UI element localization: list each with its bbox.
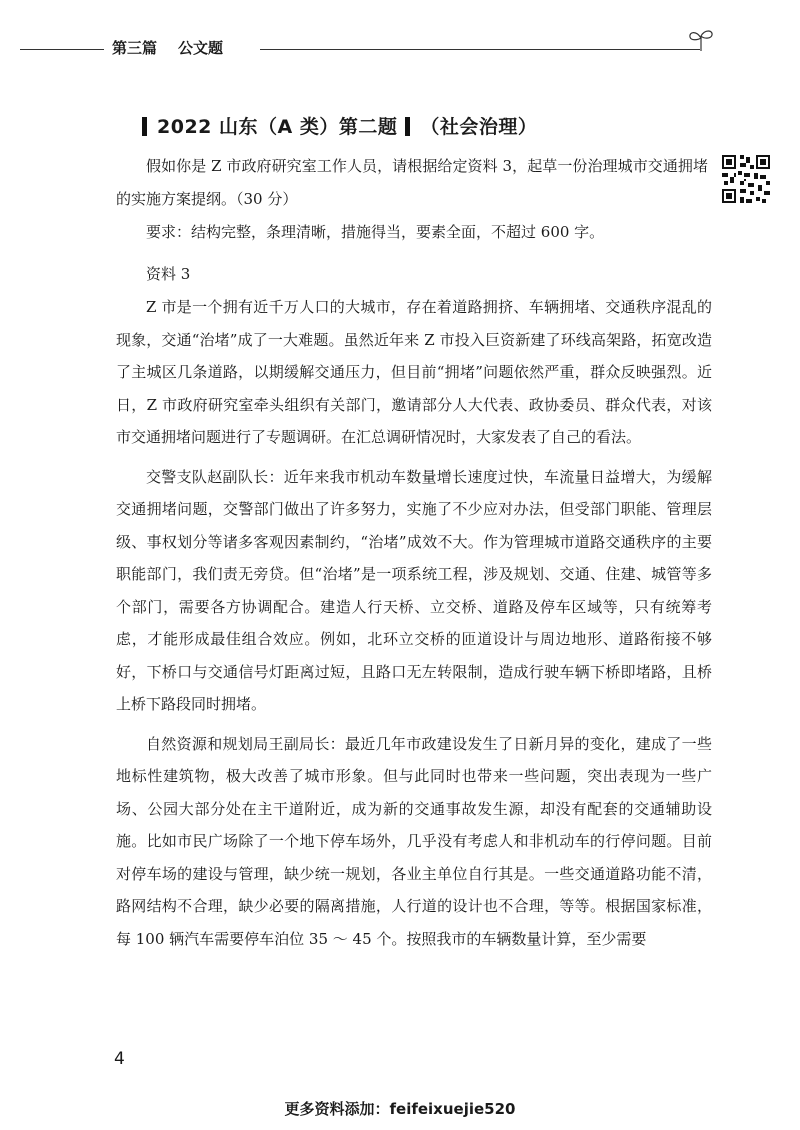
header-topic: 公文题 xyxy=(178,39,224,57)
header-rule-right xyxy=(260,49,700,50)
running-header xyxy=(20,36,710,58)
title-tag: （社会治理） xyxy=(420,116,538,138)
title-bar-right xyxy=(405,117,410,136)
header-part: 第三篇 xyxy=(112,39,158,57)
question-text: 假如你是 Z 市政府研究室工作人员，请根据给定资料 3，起草一份治理城市交通拥堵的实施方案提纲。（30 分） xyxy=(116,157,708,208)
sprout-icon xyxy=(686,26,716,52)
title-bar-left xyxy=(142,117,147,136)
paragraph: Z 市是一个拥有近千万人口的大城市，存在着道路拥挤、车辆拥堵、交通秩序混乱的现象，交通“治堵”成了一大难题。虽然近年来 Z 市投入巨资新建了环线高架路，拓宽改造了主城区几条道路，以期缓解交通压力，但目前“拥堵”问题依然严重，群众反映强烈。近日，Z 市政府研究室牵头组织有关部门，邀请部分人大代表、政协委员、群众代表，对该市交通拥堵问题进行了专题调研。在汇总调研情况时，大家发表了自己的看法。 xyxy=(116,298,712,446)
material-label xyxy=(116,258,712,291)
question-prompt xyxy=(116,150,708,215)
header-rule-left xyxy=(20,49,104,50)
paragraph: 自然资源和规划局王副局长：最近几年市政建设发生了日新月异的变化，建成了一些地标性建筑物，极大改善了城市形象。但与此同时也带来一些问题，突出表现为一些广场、公园大部分处在主干道附近，成为新的交通事故发生源，却没有配套的交通辅助设施。比如市民广场除了一个地下停车场外，几乎没有考虑人和非机动车的行停问题。目前对停车场的建设与管理，缺少统一规划，各业主单位自行其是。一些交通道路功能不清，路网结构不合理，缺少必要的隔离措施，人行道的设计也不合理，等等。根据国家标准，每 100 辆汽车需要停车泊位 35 ～ 45 个。按照我市的车辆数量计算，至少需要 xyxy=(116,734,712,948)
requirement-text: 要求：结构完整，条理清晰，措施得当，要素全面，不超过 600 字。 xyxy=(146,223,605,241)
requirement xyxy=(116,216,712,249)
material-label-text: 资料 3 xyxy=(146,265,191,283)
footer-note: 更多资料添加：feifeixuejie520 xyxy=(284,1100,516,1118)
material-body xyxy=(116,291,712,962)
question-title xyxy=(142,112,537,139)
qr-code-icon[interactable] xyxy=(720,153,772,205)
paragraph: 交警支队赵副队长：近年来我市机动车数量增长速度过快，车流量日益增大，为缓解交通拥堵问题，交警部门做出了许多努力，实施了不少应对办法，但受部门职能、管理层级、事权划分等诸多客观因素制约，“治堵”成效不大。作为管理城市道路交通秩序的主要职能部门，我们责无旁贷。但“治堵”是一项系统工程，涉及规划、交通、住建、城管等多个部门，需要各方协调配合。建造人行天桥、立交桥、道路及停车区域等，只有统筹考虑，才能形成最佳组合效应。例如，北环立交桥的匝道设计与周边地形、道路衔接不够好，下桥口与交通信号灯距离过短，且路口无左转限制，造成行驶车辆下桥即堵路，且桥上桥下路段同时拥堵。 xyxy=(116,467,712,713)
title-main: 2022 山东（A 类）第二题 xyxy=(157,116,398,138)
page-number: 4 xyxy=(114,1049,125,1069)
